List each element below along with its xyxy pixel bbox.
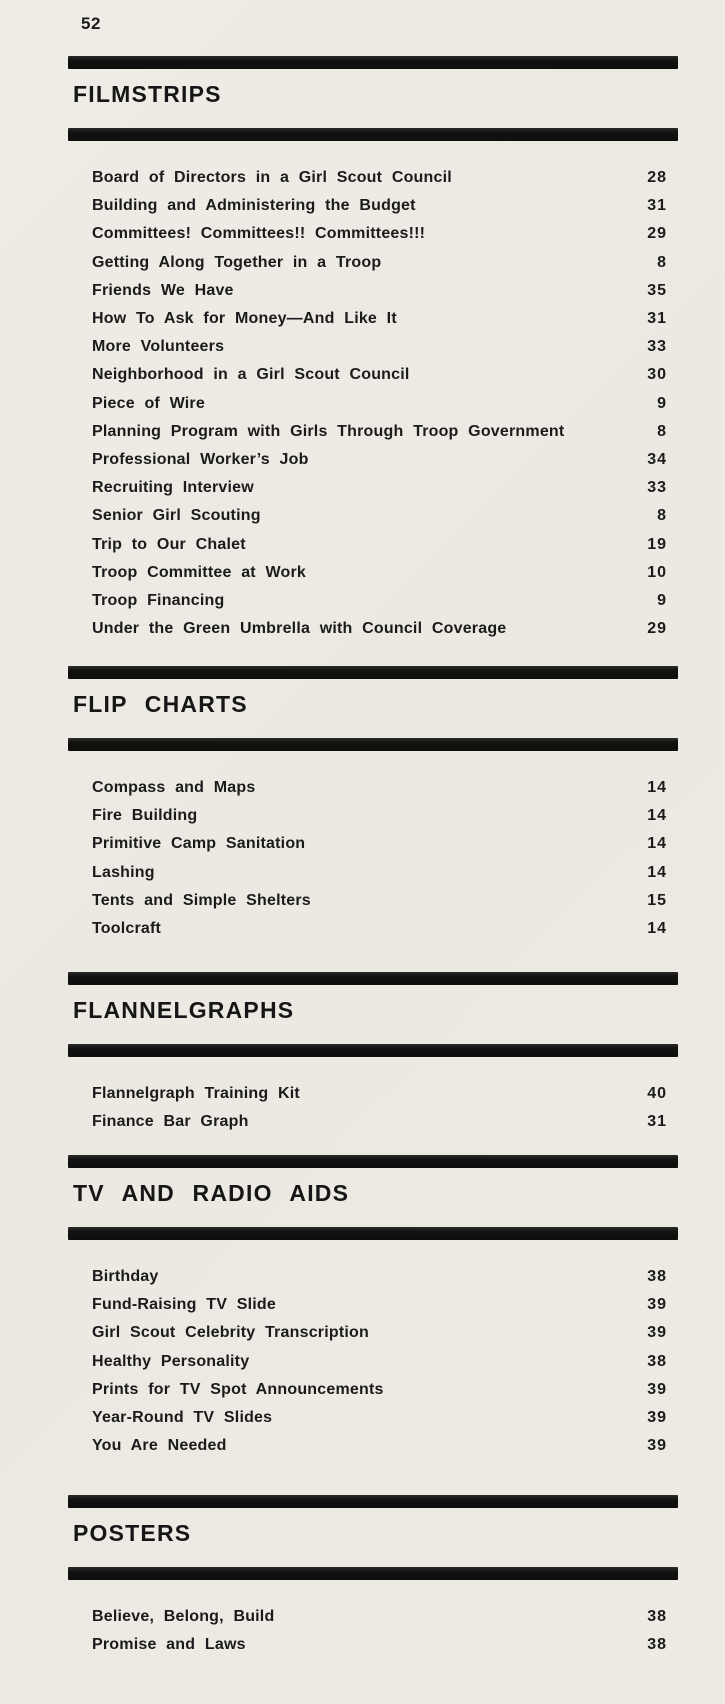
toc-row [68,1631,678,1659]
toc-row [68,192,678,220]
thick-rule [68,1227,678,1240]
toc-row [68,1404,678,1432]
toc-item-page: 9 [657,591,667,609]
toc-item-label: You Are Needed [92,1437,227,1455]
toc-item-label: Compass and Maps [92,779,256,797]
toc-item-page: 14 [647,835,667,853]
toc-row [68,305,678,333]
toc-item-label: Planning Program with Girls Through Troop Government [92,422,565,440]
toc-row [68,390,678,418]
toc-item-page: 15 [647,891,667,909]
section-title: FLANNELGRAPHS [73,997,295,1023]
toc-row [68,830,678,858]
toc-item-label: Trip to Our Chalet [92,535,246,553]
toc-row [68,418,678,446]
thick-rule [68,1155,678,1168]
toc-item-page: 31 [647,1113,667,1131]
toc-item-page: 14 [647,920,667,938]
toc-row [68,887,678,915]
toc-item-label: Finance Bar Graph [92,1113,249,1131]
toc-item-label: Neighborhood in a Girl Scout Council [92,366,410,384]
toc-list [68,774,678,943]
thick-rule [68,1495,678,1508]
toc-item-page: 28 [647,169,667,187]
toc-row [68,615,678,643]
toc-item-page: 38 [647,1636,667,1654]
toc-list [68,1080,678,1136]
toc-item-page: 29 [647,225,667,243]
toc-item-page: 38 [647,1352,667,1370]
toc-item-page: 35 [647,281,667,299]
toc-item-page: 9 [657,394,667,412]
thick-rule [68,666,678,679]
thick-rule [68,738,678,751]
thick-rule [68,56,678,69]
toc-item-page: 14 [647,863,667,881]
toc-row [68,1348,678,1376]
toc-item-label: Flannelgraph Training Kit [92,1085,300,1103]
toc-row [68,1376,678,1404]
toc-item-label: Believe, Belong, Build [92,1608,275,1626]
toc-item-page: 34 [647,450,667,468]
section-title: FILMSTRIPS [73,81,222,107]
toc-item-page: 8 [657,422,667,440]
toc-item-page: 10 [647,563,667,581]
toc-item-page: 38 [647,1268,667,1286]
toc-item-page: 33 [647,338,667,356]
toc-row [68,587,678,615]
toc-row [68,915,678,943]
toc-row [68,774,678,802]
toc-row [68,1432,678,1460]
toc-list [68,1263,678,1460]
toc-row [68,220,678,248]
toc-item-page: 19 [647,535,667,553]
toc-item-label: Primitive Camp Sanitation [92,835,306,853]
toc-item-label: Friends We Have [92,281,234,299]
toc-item-label: Under the Green Umbrella with Council Coverage [92,620,507,638]
toc-item-label: Professional Worker’s Job [92,450,309,468]
toc-row [68,1263,678,1291]
toc-item-label: How To Ask for Money—And Like It [92,310,397,328]
toc-item-page: 39 [647,1324,667,1342]
toc-item-label: Troop Committee at Work [92,563,306,581]
toc-item-label: Recruiting Interview [92,479,254,497]
toc-item-page: 39 [647,1409,667,1427]
toc-row [68,361,678,389]
thick-rule [68,1044,678,1057]
toc-item-page: 30 [647,366,667,384]
toc-item-page: 39 [647,1437,667,1455]
page-number: 52 [81,14,101,33]
section-title: FLIP CHARTS [73,691,248,717]
toc-row [68,474,678,502]
toc-row [68,1080,678,1108]
toc-row [68,333,678,361]
toc-item-page: 31 [647,310,667,328]
toc-item-label: Fund-Raising TV Slide [92,1296,276,1314]
toc-item-label: Getting Along Together in a Troop [92,253,382,271]
toc-list [68,164,678,643]
toc-item-page: 33 [647,479,667,497]
section-title: TV AND RADIO AIDS [73,1180,350,1206]
toc-row [68,1319,678,1347]
toc-item-page: 39 [647,1380,667,1398]
toc-item-label: Board of Directors in a Girl Scout Council [92,169,452,187]
toc-item-label: Piece of Wire [92,394,205,412]
toc-row [68,1603,678,1631]
toc-item-label: Girl Scout Celebrity Transcription [92,1324,369,1342]
toc-item-page: 8 [657,253,667,271]
thick-rule [68,972,678,985]
toc-item-page: 39 [647,1296,667,1314]
toc-item-label: Prints for TV Spot Announcements [92,1380,384,1398]
toc-item-page: 31 [647,197,667,215]
thick-rule [68,1567,678,1580]
toc-list [68,1603,678,1659]
toc-row [68,249,678,277]
toc-item-label: Healthy Personality [92,1352,250,1370]
toc-row [68,164,678,192]
thick-rule [68,128,678,141]
toc-item-page: 14 [647,779,667,797]
toc-item-label: Toolcraft [92,920,162,938]
toc-item-label: More Volunteers [92,338,225,356]
toc-item-page: 8 [657,507,667,525]
toc-row [68,859,678,887]
toc-row [68,530,678,558]
toc-row [68,1291,678,1319]
toc-item-label: Senior Girl Scouting [92,507,261,525]
toc-item-label: Year-Round TV Slides [92,1409,273,1427]
toc-item-label: Committees! Committees!! Committees!!! [92,225,426,243]
section-title: POSTERS [73,1520,192,1546]
toc-row [68,1108,678,1136]
toc-item-label: Troop Financing [92,591,225,609]
toc-item-label: Birthday [92,1268,159,1286]
toc-row [68,559,678,587]
toc-item-label: Promise and Laws [92,1636,246,1654]
toc-row [68,277,678,305]
toc-row [68,446,678,474]
toc-item-page: 29 [647,620,667,638]
toc-item-page: 40 [647,1085,667,1103]
toc-row [68,502,678,530]
toc-item-label: Fire Building [92,807,198,825]
toc-item-label: Tents and Simple Shelters [92,891,311,909]
toc-item-label: Building and Administering the Budget [92,197,416,215]
toc-item-label: Lashing [92,863,155,881]
toc-item-page: 14 [647,807,667,825]
toc-item-page: 38 [647,1608,667,1626]
toc-row [68,802,678,830]
